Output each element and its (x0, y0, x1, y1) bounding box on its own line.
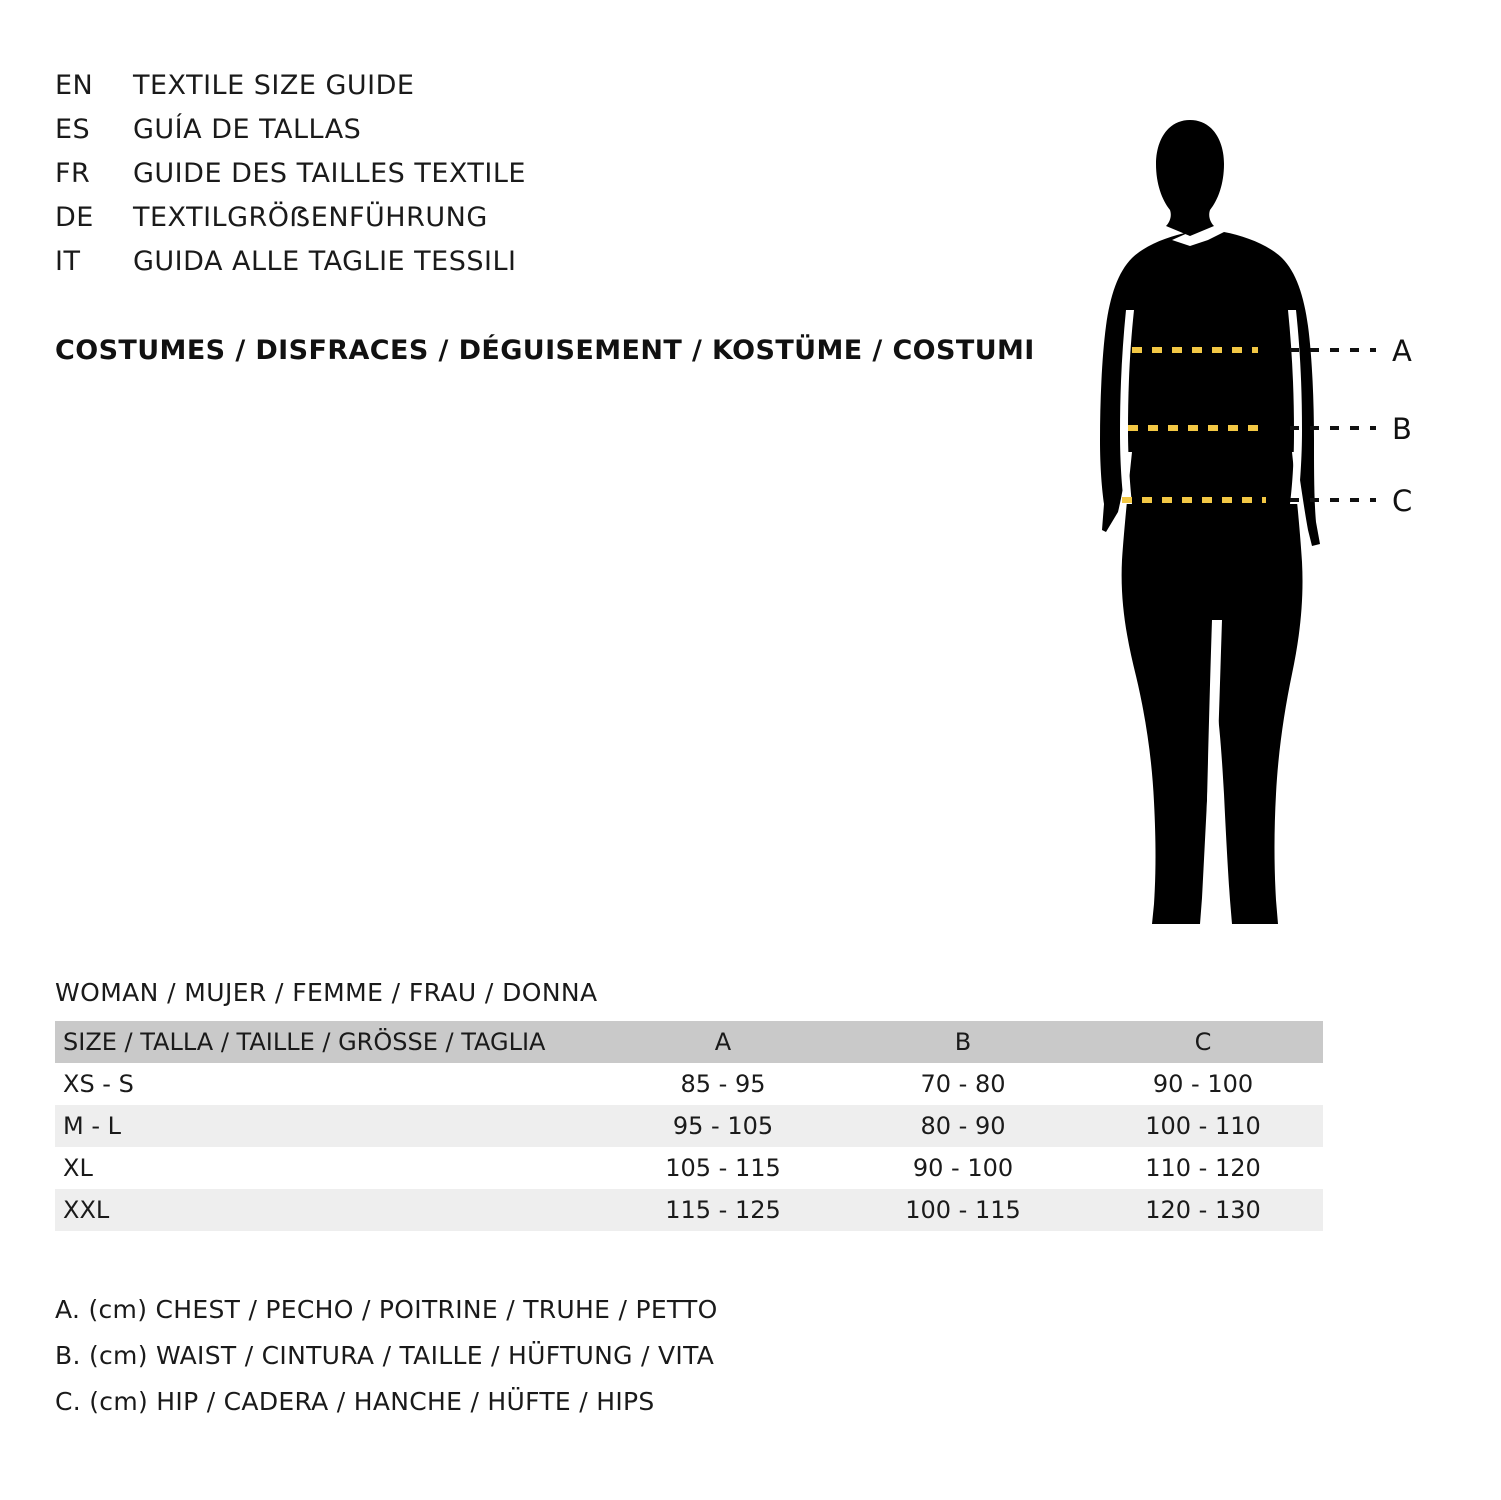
language-row (55, 246, 1005, 290)
language-code: DE (55, 202, 94, 233)
language-code: IT (55, 246, 81, 277)
footnote-list (55, 1295, 1155, 1433)
cell-a: 85 - 95 (603, 1063, 843, 1105)
language-title: TEXTILGRÖẞENFÜHRUNG (133, 202, 488, 233)
table-caption: WOMAN / MUJER / FEMME / FRAU / DONNA (55, 978, 598, 1007)
header-a: A (603, 1021, 843, 1063)
language-title: GUIDA ALLE TAGLIE TESSILI (133, 246, 517, 277)
label-c: C (1392, 484, 1413, 518)
body-silhouette (1100, 120, 1320, 924)
size-table (55, 1021, 1323, 1231)
cell-a: 95 - 105 (603, 1105, 843, 1147)
header-size: SIZE / TALLA / TAILLE / GRÖSSE / TAGLIA (55, 1021, 603, 1063)
cell-c: 120 - 130 (1083, 1189, 1323, 1231)
table-header-row (55, 1021, 1323, 1063)
cell-c: 110 - 120 (1083, 1147, 1323, 1189)
table-row (55, 1189, 1323, 1231)
language-list (55, 70, 1005, 290)
category-line: COSTUMES / DISFRACES / DÉGUISEMENT / KOSTÜME / COSTUMI (55, 335, 1035, 366)
cell-c: 100 - 110 (1083, 1105, 1323, 1147)
cell-size: XS - S (55, 1063, 603, 1105)
cell-b: 70 - 80 (843, 1063, 1083, 1105)
footnote-chest: A. (cm) CHEST / PECHO / POITRINE / TRUHE / PETTO (55, 1295, 718, 1324)
footnote-waist: B. (cm) WAIST / CINTURA / TAILLE / HÜFTUNG / VITA (55, 1341, 715, 1370)
cell-a: 105 - 115 (603, 1147, 843, 1189)
language-title: GUIDE DES TAILLES TEXTILE (133, 158, 526, 189)
language-row (55, 158, 1005, 202)
cell-b: 80 - 90 (843, 1105, 1083, 1147)
language-code: EN (55, 70, 94, 101)
language-title: TEXTILE SIZE GUIDE (133, 70, 415, 101)
table-row (55, 1105, 1323, 1147)
label-b: B (1392, 412, 1412, 446)
cell-size: XXL (55, 1189, 603, 1231)
header-c: C (1083, 1021, 1323, 1063)
cell-a: 115 - 125 (603, 1189, 843, 1231)
cell-size: M - L (55, 1105, 603, 1147)
cell-size: XL (55, 1147, 603, 1189)
cell-c: 90 - 100 (1083, 1063, 1323, 1105)
header-b: B (843, 1021, 1083, 1063)
language-row (55, 114, 1005, 158)
table-row (55, 1063, 1323, 1105)
language-code: FR (55, 158, 91, 189)
language-row (55, 70, 1005, 114)
cell-b: 90 - 100 (843, 1147, 1083, 1189)
table-row (55, 1147, 1323, 1189)
language-row (55, 202, 1005, 246)
woman-silhouette-figure (1040, 60, 1460, 940)
cell-b: 100 - 115 (843, 1189, 1083, 1231)
footnote-hip: C. (cm) HIP / CADERA / HANCHE / HÜFTE / HIPS (55, 1387, 655, 1416)
size-table-section (55, 978, 1315, 1231)
language-code: ES (55, 114, 91, 145)
language-title: GUÍA DE TALLAS (133, 114, 362, 145)
label-a: A (1392, 334, 1412, 368)
